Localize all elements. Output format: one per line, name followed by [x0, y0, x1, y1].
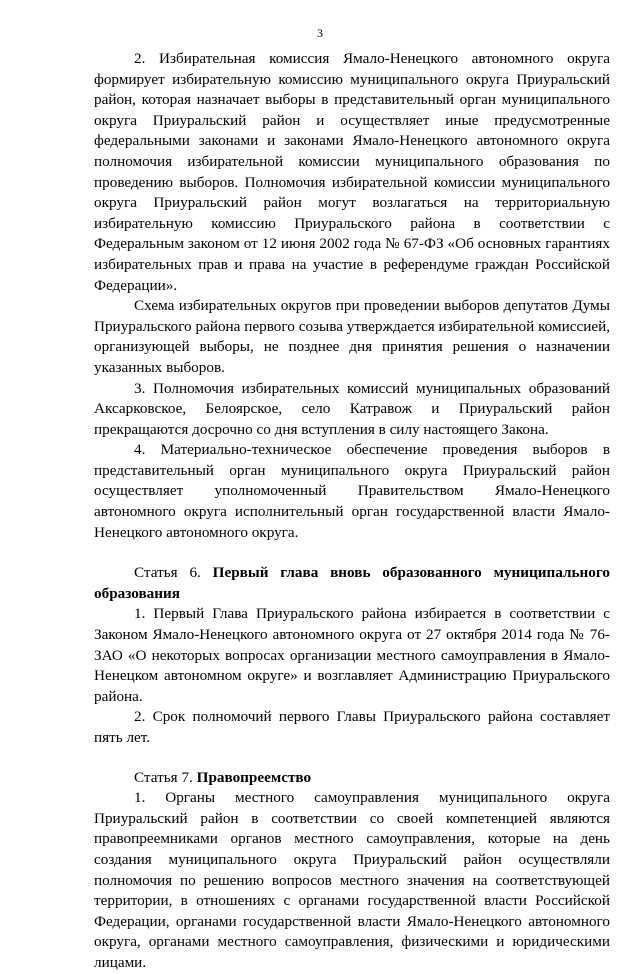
- paragraph-part3: 3. Полномочия избирательных комиссий муниципальных образований Аксарковское, Белоярское, село Катравож и Приуральский район прекращаются досрочно со дня вступления в силу настоящего Закона.: [94, 379, 610, 438]
- article-7-paragraph-1: 1. Органы местного самоуправления муниципального округа Приуральский район в соответствии со своей компетенцией являются правопреемниками органов местного самоуправления, которые на день создания муниципального округа Приуральский район осуществляли полномочия по решению вопросов местного значения на соответствующей территории, в отношениях с органами государственной власти Российской Федерации, органами государственной власти Ямало-Ненецкого автономного округа, органами местного самоуправления, физическими и юридическими лицами.: [94, 789, 610, 971]
- paragraph-part4: 4. Материально-техническое обеспечение проведения выборов в представительный орган муниципального округа Приуральский район осуществляет уполномоченный Правительством Ямало-Ненецкого автономного округа исполнительный орган государственной власти Ямало-Ненецкого автономного округа.: [94, 441, 610, 541]
- article-6-paragraph-2: 2. Срок полномочий первого Главы Приуральского района составляет пять лет.: [94, 708, 610, 746]
- article-6-title: Первый глава вновь образованного муниципального образования: [94, 564, 610, 602]
- article-6-heading: [94, 563, 610, 604]
- paragraph-part2-1: 2. Избирательная комиссия Ямало-Ненецкого автономного округа формирует избирательную комиссию муниципального округа Приуральский район, которая назначает выборы в представительный орган муниципального округа Приуральский район и осуществляет иные предусмотренные федеральными законами и законами Ямало-Ненецкого автономного округа полномочия избирательной комиссии муниципального образования по проведению выборов. Полномочия избирательной комиссии муниципального округа Приуральский район могут возлагаться на территориальную избирательную комиссию Приуральского района в соответствии с Федеральным законом от 12 июня 2002 года № 67-ФЗ «Об основных гарантиях избирательных прав и права на участие в референдуме граждан Российской Федерации».: [94, 50, 610, 294]
- article-6-prefix: Статья 6.: [134, 564, 201, 582]
- article-7-heading: [94, 768, 610, 789]
- article-7-prefix: Статья 7.: [134, 768, 193, 786]
- paragraph-part2-2: Схема избирательных округов при проведении выборов депутатов Думы Приуральского района первого созыва утверждается избирательной комиссией, организующей выборы, не позднее дня принятия решения о назначении указанных выборов.: [94, 297, 610, 376]
- page-number: 3: [317, 26, 323, 40]
- article-6-paragraph-1: 1. Первый Глава Приуральского района избирается в соответствии с Законом Ямало-Ненецкого автономного округа от 27 октября 2014 года № 76-ЗАО «О некоторых вопросах организации местного самоуправления в Ямало-Ненецком автономном округе» и возглавляет Администрацию Приуральского района.: [94, 605, 610, 705]
- document-body: [94, 49, 610, 974]
- article-7-title: Правопреемство: [196, 768, 312, 786]
